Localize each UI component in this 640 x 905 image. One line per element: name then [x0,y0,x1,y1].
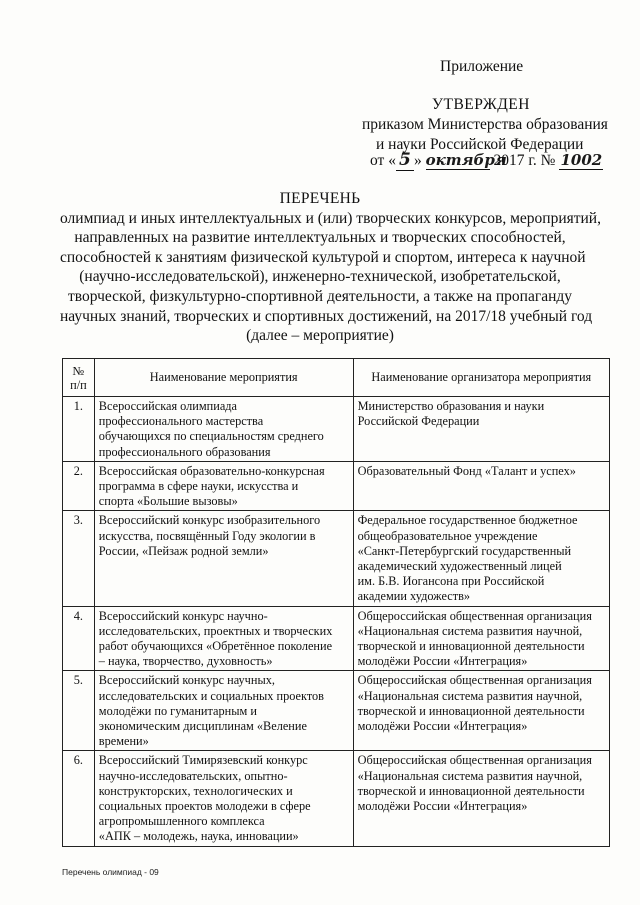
organizer-cell [353,606,609,671]
organizer-line: творческой и инновационной деятельности [357,783,585,798]
table-row [63,511,610,606]
row-number: 6. [63,751,95,846]
event-name-line: России, «Пейзаж родной земли» [98,543,269,558]
organizer-line: Образовательный Фонд «Талант и успех» [357,463,576,478]
appendix-label: Приложение [440,58,524,75]
organizer-line: Российской Федерации [357,414,480,429]
event-name-line: искусства, посвящённый Году экологии в [98,528,316,543]
organizer-line: «Санкт-Петербургский государственный [357,543,572,558]
order-date-line [370,150,603,171]
organizer-line: «Национальная система развития научной, [357,688,583,703]
event-name-line: работ обучающихся «Обретённое поколение [98,639,333,654]
event-name-cell [94,751,353,846]
title-subtitle [60,209,601,346]
organizer-line: творческой и инновационной деятельности [357,639,585,654]
event-name-line: спорта «Большие вызовы» [98,494,238,509]
event-name-line: Всероссийский конкурс научных, [98,673,275,688]
organizer-line: творческой и инновационной деятельности [357,703,585,718]
organizer-line: общеобразовательное учреждение [357,528,538,543]
header-number [63,359,95,397]
title-line: (далее – мероприятие) [246,327,394,345]
event-name-line: Всероссийская образовательно-конкурсная [98,463,325,478]
event-name-cell [94,397,353,462]
event-name-line: времени» [98,734,149,749]
event-name-line: – наука, творчество, духовность» [98,654,273,669]
event-name-cell [94,461,353,511]
order-number: 1002 [560,151,603,169]
title-line: научных знаний, творческих и спортивных достижений, на 2017/18 учебный год [60,307,593,325]
organizer-cell [353,397,609,462]
organizer-line: Федеральное государственное бюджетное [357,513,578,528]
organizer-cell [353,461,609,511]
table-row [63,461,610,511]
order-line-2: и науки Российской Федерации [376,136,584,153]
event-name-line: обучающихся по специальностям среднего [98,429,324,444]
row-number: 3. [63,511,95,606]
event-name-line: агропромышленного комплекса [98,814,265,829]
organizer-line: Общероссийская общественная организация [357,608,592,623]
title-main: ПЕРЕЧЕНЬ [279,190,361,207]
organizer-line: Министерство образования и науки [357,399,545,413]
date-day: 5 [396,150,414,171]
date-prefix: от « [370,152,396,169]
event-name-line: профессионального образования [98,444,271,459]
document-title [60,189,601,346]
table-row [63,751,610,846]
event-name-line: социальных проектов молодежи в сфере [98,799,311,814]
organizer-line: молодёжи России «Интеграция» [357,799,528,814]
title-line: (научно-исследовательской), инженерно-технической, изобретательской, [79,268,561,286]
event-name-line: молодёжи по гуманитарным и [98,703,257,718]
event-name-cell [94,511,353,606]
organizer-cell [353,511,609,606]
event-name-cell [94,606,353,671]
date-year: 2017 г. № [493,152,556,169]
table-row [63,671,610,751]
organizer-line: академический художественный лицей [357,559,562,574]
table-header-row [63,359,610,397]
event-name-line: профессионального мастерства [98,414,264,429]
event-name-line: научно-исследовательских, опытно- [98,768,288,783]
approved-label: УТВЕРЖДЕН [432,96,530,113]
table-row [63,606,610,671]
organizer-line: молодёжи России «Интеграция» [357,719,528,734]
title-line: способностей к занятиям физической культурой и спортом, интереса к научной [60,248,586,266]
organizer-line: Общероссийская общественная организация [357,673,592,688]
event-name-line: Всероссийская олимпиада [98,399,237,413]
date-month: октября [425,151,507,169]
title-line: олимпиад и иных интеллектуальных и (или) творческих конкурсов, мероприятий, [60,209,601,227]
organizer-line: Общероссийская общественная организация [357,753,592,768]
events-table [62,358,610,847]
event-name-line: конструкторских, технологических и [98,783,293,798]
event-name-cell [94,671,353,751]
order-line-1: приказом Министерства образования [362,116,608,133]
event-name-line: Всероссийский Тимирязевский конкурс [98,753,308,768]
organizer-line: им. Б.В. Иогансона при Российской [357,574,545,589]
event-name-line: Всероссийский конкурс изобразительного [98,513,321,528]
row-number: 1. [63,397,95,462]
row-number: 4. [63,606,95,671]
table-row [63,397,610,462]
event-name-line: исследовательских и социальных проектов [98,688,324,703]
header-event-name: Наименование мероприятия [94,359,353,397]
organizer-line: «Национальная система развития научной, [357,623,583,638]
organizer-cell [353,751,609,846]
event-name-line: исследовательских, проектных и творческих [98,623,333,638]
event-name-line: «АПК – молодежь, наука, инновации» [98,829,299,844]
header-organizer: Наименование организатора мероприятия [353,359,609,397]
organizer-line: «Национальная система развития научной, [357,768,583,783]
footer-note: Перечень олимпиад - 09 [62,867,159,877]
event-name-line: экономическим дисциплинам «Веление [98,719,307,734]
header-number-line1: № [72,364,85,378]
organizer-line: академии художеств» [357,589,471,604]
event-name-line: Всероссийский конкурс научно- [98,608,268,623]
event-name-line: программа в сфере науки, искусства и [98,479,299,494]
title-line: творческой, физкультурно-спортивной деятельности, а также на пропаганду [67,287,573,305]
organizer-cell [353,671,609,751]
organizer-line: молодёжи России «Интеграция» [357,654,528,669]
row-number: 5. [63,671,95,751]
date-mid: » [413,152,422,169]
title-line: направленных на развитие интеллектуальных и творческих способностей, [74,229,566,247]
row-number: 2. [63,461,95,511]
header-number-line2: п/п [70,378,87,392]
